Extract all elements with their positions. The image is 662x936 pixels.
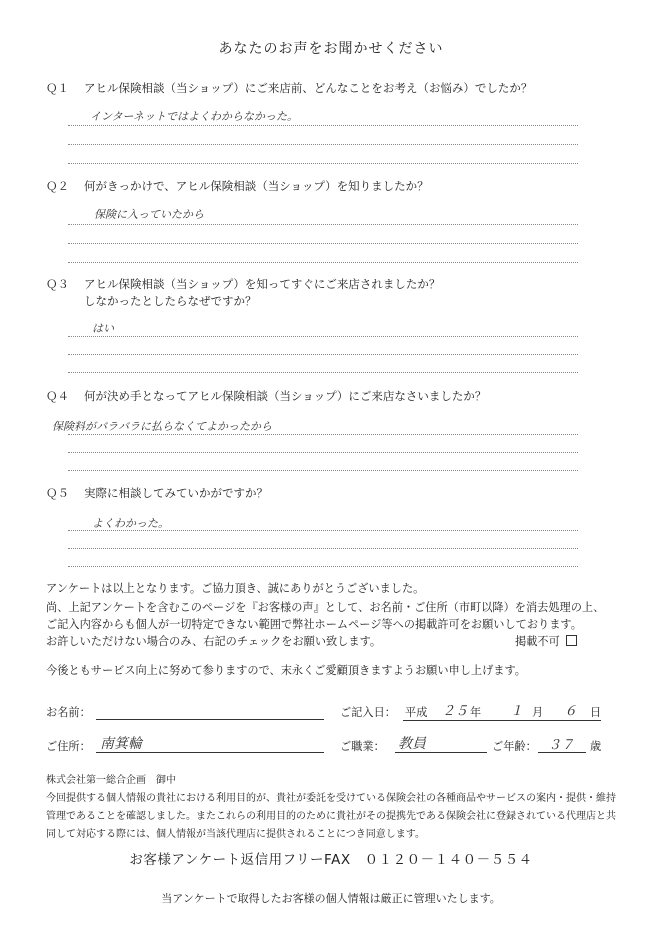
question-text-2: 何がきっかけで、アヒル保険相談（当ショップ）を知りましたか？ <box>84 179 429 193</box>
answer-line <box>68 224 578 225</box>
date-era: 平成 <box>405 706 428 719</box>
answer-3[interactable]: はい <box>92 322 114 335</box>
privacy-text-3: 同して対応する際には、個人情報が当該代理店に提供されることにつき同意します。 <box>46 829 425 840</box>
company-name: 株式会社第一総合企画 御中 <box>46 775 176 786</box>
address-underline <box>96 752 324 753</box>
privacy-text-1: 今回提供する個人情報の貴社における利用目的が、貴社が委託を受けている保険会社の各種商品やサービスの案内・提供・維持 <box>46 793 616 804</box>
answer-line <box>68 434 578 435</box>
answer-2[interactable]: 保険に入っていたから <box>94 208 204 221</box>
date-month-unit: 月 <box>532 706 544 719</box>
question-text-1: アヒル保険相談（当ショップ）にご来店前、どんなことをお考え（お悩み）でしたか？ <box>84 81 533 95</box>
date-day-unit: 日 <box>590 706 602 719</box>
age-underline <box>538 752 586 753</box>
answer-5[interactable]: よくわかった。 <box>92 517 169 530</box>
answer-line <box>68 243 578 244</box>
footer-note: 当アンケートで取得したお客様の個人情報は厳正に管理いたします。 <box>161 892 501 905</box>
fax-number: お客様アンケート返信用フリーFAX ０１２０－１４０－５５４ <box>129 852 533 868</box>
job-underline <box>395 752 487 753</box>
answer-line <box>68 452 578 453</box>
answer-line <box>68 262 578 263</box>
address-label: ご住所： <box>46 740 91 753</box>
answer-line <box>68 530 578 531</box>
date-label: ご記入日： <box>340 706 396 719</box>
date-underline <box>403 720 601 721</box>
closing-text: 今後ともサービス向上に努めて参りますので、末永くご愛顧頂きますようお願い申し上げます。 <box>46 664 526 677</box>
age-label: ご年齢： <box>492 740 537 753</box>
question-number-5: Ｑ５ <box>46 486 69 500</box>
answer-line <box>68 372 578 373</box>
name-underline <box>96 719 324 720</box>
date-day[interactable]: ６ <box>564 704 578 719</box>
thanks-text: アンケートは以上となります。ご協力頂き、誠にありがとうございました。 <box>46 582 425 595</box>
page-title: あなたのお声をお聞かせください <box>218 41 444 57</box>
date-month[interactable]: １ <box>510 704 524 719</box>
date-year-unit: 年 <box>470 706 482 719</box>
answer-line <box>68 566 578 567</box>
question-text-5: 実際に相談してみていかがですか？ <box>84 486 268 500</box>
question-text-3: アヒル保険相談（当ショップ）を知ってすぐにご来店されましたか？ <box>84 277 441 291</box>
age-field[interactable]: ３７ <box>548 738 575 753</box>
age-unit: 歳 <box>590 740 602 753</box>
question-number-2: Ｑ２ <box>46 179 69 193</box>
answer-1[interactable]: インターネットではよくわからなかった。 <box>90 110 299 123</box>
job-label: ご職業： <box>340 740 385 753</box>
question-number-1: Ｑ１ <box>46 81 69 95</box>
answer-line <box>68 163 578 164</box>
job-field[interactable]: 教員 <box>398 736 426 752</box>
consent-text-1: 尚、上記アンケートを含むこのページを『お客様の声』として、お名前・ご住所（市町以降）を消去処理の上、 <box>46 601 605 614</box>
answer-line <box>68 144 578 145</box>
consent-text-2: ご記入内容からも個人が一切特定できない範囲で弊社ホームページ等への掲載許可をお願いしております。 <box>46 618 582 631</box>
privacy-text-2: 管理であることを確認しました。またこれらの利用目的のために貴社がその提携先である保険会社に登録されている代理店と共 <box>46 811 616 822</box>
answer-4[interactable]: 保険料がバラバラに払らなくてよかったから <box>52 420 272 433</box>
question-text-3-line-2: しなかったとしたらなぜですか？ <box>84 294 257 308</box>
question-text-4: 何が決め手となってアヒル保険相談（当ショップ）にご来店なさいましたか？ <box>84 389 487 403</box>
answer-line <box>68 125 578 126</box>
answer-line <box>68 548 578 549</box>
no-publish-label: 掲載不可 <box>515 635 560 648</box>
answer-line <box>68 336 578 337</box>
answer-line <box>68 470 578 471</box>
consent-text-3: お許しいただけない場合のみ、右記のチェックをお願い致します。 <box>46 635 382 648</box>
address-field[interactable]: 南箕輪 <box>100 736 142 752</box>
no-publish-option[interactable] <box>515 633 577 650</box>
date-year[interactable]: ２５ <box>442 704 469 719</box>
name-label: お名前： <box>46 706 91 719</box>
answer-line <box>68 354 578 355</box>
question-number-4: Ｑ４ <box>46 389 69 403</box>
question-number-3: Ｑ３ <box>46 277 69 291</box>
no-publish-checkbox[interactable] <box>566 635 577 646</box>
